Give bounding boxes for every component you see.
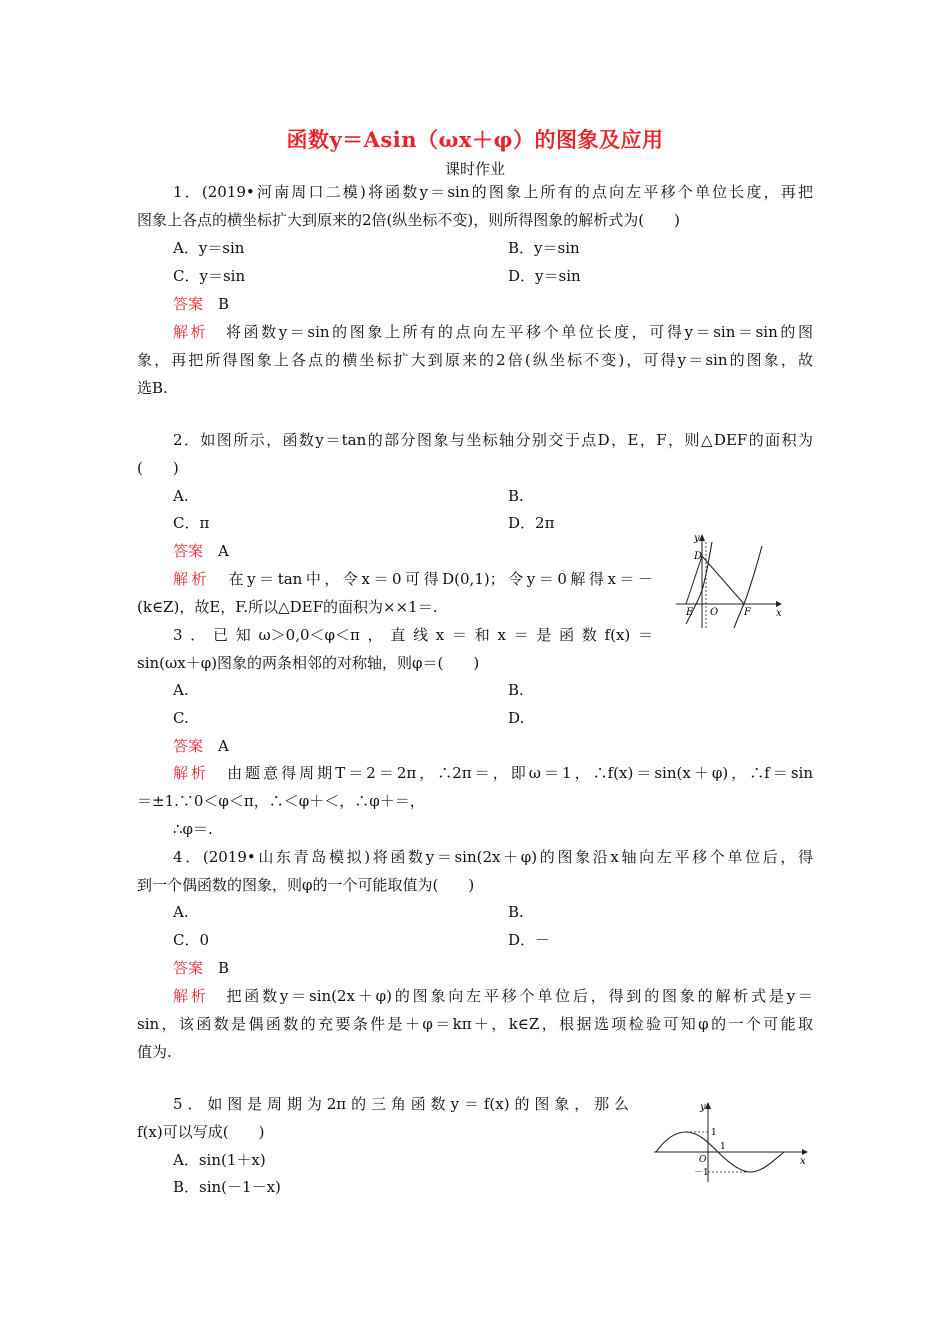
q2-analysis-line1 [173, 569, 653, 589]
q2-option-c: C．π [173, 514, 210, 532]
fig2-x-label: x [776, 608, 782, 619]
q3-option-b: B. [508, 681, 524, 699]
q2-analysis-text1: 在y＝tan中，令x＝0可得D(0,1)；令y＝0解得x＝－ [228, 570, 653, 588]
q2-analysis-line2: (k∈Z)，故E，F.所以△DEF的面积为××1＝. [137, 598, 438, 616]
fig5-x-label: x [800, 1156, 806, 1167]
q3-analysis-line2: ＝±1.∵0＜φ＜π，∴＜φ＋＜，∴φ＋＝， [137, 792, 425, 810]
q1-answer-value: B [218, 295, 230, 313]
q3-analysis-text1: 由题意得周期T＝2＝2π，∴2π＝，即ω＝1，∴f(x)＝sin(x＋φ)，∴f＝sin [227, 764, 813, 782]
q3-analysis-line1 [173, 763, 813, 783]
answer-label: 答案 [173, 542, 204, 560]
q2-stem-line1: 2．如图所示，函数y＝tan的部分图象与坐标轴分别交于点D，E，F，则△DEF的面积为 [173, 431, 813, 449]
q2-tan-figure [672, 532, 784, 630]
q3-option-a: A. [173, 681, 189, 699]
fig5-y-label: y [700, 1102, 706, 1113]
q3-answer [173, 736, 229, 756]
q4-option-a: A. [173, 903, 189, 921]
page-title: 函数y＝Asin（ωx＋φ）的图象及应用 [286, 127, 664, 152]
q4-stem-line2: 到一个偶函数的图象，则φ的一个可能取值为( ) [137, 876, 475, 894]
page-subtitle: 课时作业 [444, 160, 505, 178]
q2-stem-line2: ( ) [137, 459, 179, 477]
q1-answer [173, 294, 229, 314]
q2-answer-value: A [218, 542, 229, 560]
answer-label: 答案 [173, 959, 204, 977]
q5-option-a: A．sin(1＋x) [173, 1151, 266, 1169]
q3-stem-line1: 3．已知ω＞0,0＜φ＜π，直线x＝和x＝是函数f(x)＝ [173, 626, 653, 644]
y-axis-arrow [705, 1102, 711, 1109]
q2-answer [173, 541, 229, 561]
q4-option-b: B. [508, 903, 524, 921]
analysis-label: 解析 [173, 764, 210, 782]
q4-answer-value: B [218, 959, 230, 977]
q4-option-d: D．－ [508, 931, 551, 949]
fig5-tick-1-y: 1 [711, 1128, 717, 1138]
q3-option-c: C. [173, 709, 189, 727]
q2-option-d: D．2π [508, 514, 555, 532]
analysis-label: 解析 [173, 570, 211, 588]
x-axis-arrow [776, 601, 782, 607]
fig5-origin: O [699, 1155, 707, 1165]
q1-option-c: C．y＝sin [173, 267, 246, 285]
answer-label: 答案 [173, 295, 204, 313]
q1-analysis-text1: 将函数y＝sin的图象上所有的点向左平移个单位长度，可得y＝sin＝sin的图 [225, 323, 813, 341]
fig2-point-f: F [744, 607, 751, 618]
fig2-point-e: E [686, 607, 694, 618]
q4-answer [173, 958, 229, 978]
q4-analysis-line2: sin，该函数是偶函数的充要条件是＋φ＝kπ＋，k∈Z，根据选项检验可知φ的一个可能取 [137, 1015, 813, 1033]
analysis-label: 解析 [173, 987, 209, 1005]
q5-option-b: B．sin(－1－x) [173, 1178, 281, 1196]
fig5-tick-1-x: 1 [720, 1142, 726, 1152]
q4-analysis-text1: 把函数y＝sin(2x＋φ)的图象向左平移个单位后，得到的图象的解析式是y＝ [226, 987, 813, 1005]
q2-option-a: A. [173, 487, 189, 505]
q5-sine-figure [652, 1098, 812, 1184]
q1-analysis-line1 [173, 322, 813, 342]
q1-stem-line2: 图象上各点的横坐标扩大到原来的2倍(纵坐标不变)，则所得图象的解析式为( ) [137, 211, 680, 229]
analysis-label: 解析 [173, 323, 209, 341]
q1-analysis-line3: 选B. [137, 379, 168, 397]
q4-analysis-line1 [173, 986, 813, 1006]
q5-stem-line1: 5．如图是周期为2π的三角函数y＝f(x)的图象，那么 [173, 1095, 629, 1113]
q1-option-d: D．y＝sin [508, 267, 581, 285]
y-axis-arrow [699, 534, 705, 541]
fig2-y-label: y [694, 533, 700, 544]
q4-option-c: C．0 [173, 931, 210, 949]
q1-option-b: B．y＝sin [508, 239, 580, 257]
q4-stem-line1: 4．(2019•山东青岛模拟)将函数y＝sin(2x＋φ)的图象沿x轴向左平移个单位后，得 [173, 848, 813, 866]
answer-label: 答案 [173, 737, 204, 755]
fig5-tick-minus1: －1 [694, 1168, 709, 1178]
q3-option-d: D. [508, 709, 525, 727]
q3-answer-value: A [218, 737, 229, 755]
q5-stem-line2: f(x)可以写成( ) [137, 1123, 265, 1141]
q3-analysis-line3: ∴φ＝. [173, 820, 213, 838]
fig2-origin: O [710, 607, 719, 618]
q3-stem-line2: sin(ωx＋φ)图象的两条相邻的对称轴，则φ＝( ) [137, 654, 480, 672]
x-axis-arrow [802, 1149, 808, 1155]
q1-analysis-line2: 象，再把所得图象上各点的横坐标扩大到原来的2倍(纵坐标不变)，可得y＝sin的图象，故 [137, 351, 813, 369]
q4-analysis-line3: 值为. [137, 1043, 172, 1061]
q1-option-a: A．y＝sin [173, 239, 245, 257]
q2-option-b: B. [508, 487, 524, 505]
q1-stem-line1: 1．(2019•河南周口二模)将函数y＝sin的图象上所有的点向左平移个单位长度，再把 [173, 183, 813, 201]
fig2-point-d: D [694, 551, 703, 562]
